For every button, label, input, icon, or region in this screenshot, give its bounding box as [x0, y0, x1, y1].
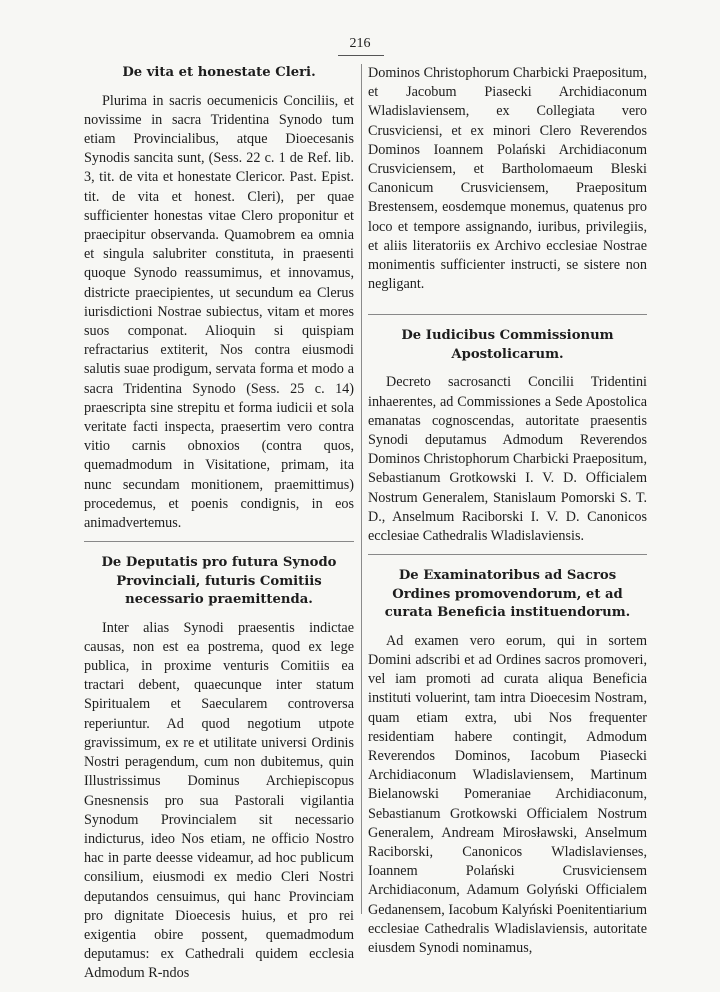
section-divider — [368, 554, 647, 555]
paragraph-iudicibus: Decreto sacrosancti Concilii Tridentini inhaerentes, ad Commissiones a Sede Apostolica emanatas cognoscendas, autoritate praesentis Synodi deputamus Admodum Reverendos Dominos Christophorum Charbicki Praepositum, Sebastianum Grotkowski I. V. D. Officialem Nostrum Generalem, Stanislaum Pomorski S. T. D., Anselmum Raciborski I. V. D. Canonicos ecclesiae Cathedralis Wladislaviensis. — [368, 374, 648, 545]
section-heading-deputatis: De Deputatis pro futura Synodo Provinciali, futuris Comitiis necessario praemittenda. — [101, 555, 337, 608]
column-divider — [361, 64, 362, 914]
left-column — [84, 64, 354, 992]
section-heading-iudicibus: De Iudicibus Commissionum Apostolicarum. — [401, 328, 614, 362]
page-number: 216 — [349, 36, 371, 51]
paragraph-examinatoribus: Ad examen vero eorum, qui in sortem Domini adscribi et ad Ordines sacros promoveri, vel iam promoti ad curata aliqua Beneficia instituti voluerint, tam intra Dioecesim Nostram, quam etiam extra, ubi Nos frequenter residentiam habere contingit, Admodum Reverendos Dominos, Iacobum Piasecki Archidiaconum Wladislaviensem, Martinum Bielanowski Pomeraniae Archidiaconum, Sebastianum Grotkowski Officialem Nostrum Generalem, Andream Mirosławski, Anselmum Raciborski, Canonicos Wladislavienses, Ioannem Polański Crusviciensem Archidiaconum, Adamum Golyński Officialem Gedanensem, Iacobum Kalyński Poenitentiarium ecclesiae Cathedralis Wladislaviensis, autoritate eiusdem Synodi nominamus, — [368, 632, 647, 957]
paragraph-deputatis: Inter alias Synodi praesentis indictae causas, non est ea postrema, quod ex lege publica, in proxime venturis Comitiis ea tractari debent, quaecunque inter statum Spiritualem et Saecularem controversa reperiuntur. Ad quod negotium utpote gravissimum, ex re et utilitate universi Ordinis Nostri peragendum, cum non dubitemus, quin Illustrissimus Dominus Archiepiscopus Gnesnensis pro sua Pastorali vigilantia Synodum Provincialem sit necessario indicturus, ideo Nos etiam, ne officio Nostro hac in parte deesse videamur, ad hoc publicum consilium, eiusmodi ex medio Cleri Nostri deputandos censuimus, qui hanc Provinciam pro dignitate Dioecesis huius, et pro rei exigentia obire possent, quemadmodum deputamus: ex Cathedrali quidem ecclesia Admodum R-ndos — [84, 619, 354, 982]
section-heading-vita-cleri: De vita et honestate Cleri. — [122, 65, 316, 80]
page-number-ornament — [338, 55, 384, 56]
right-column — [368, 64, 647, 966]
section-divider — [368, 314, 647, 315]
paragraph-vita-cleri: Plurima in sacris oecumenicis Conciliis, et novissime in sacra Tridentina Synodo tum etiam Provincialibus, atque Dioecesanis Synodis sancita sunt, (Sess. 22 c. 1 de Ref. lib. 3, tit. de vita et honestate Clericor. Past. Epist. tit. de vita et honest. Cleri), per quae sufficienter honestas vitae Clero proponitur et praecipitur observanda. Quamobrem ea omnia et singula salubriter constituta, in praesenti quoque Synodo reassumimus, et innovamus, districte praecipientes, ut secundum ea Clerus iurisdictioni Nostrae subiectus, vitam et mores suos componat. Alioquin si quispiam refractarius extiterit, Nos contra eiusmodi salutis suae prodigum, servata forma et modo a sacra Tridentina Synodo (Sess. 25 c. 14) praescripta sine strepitu et forma iudicii et sola veritate facti inspecta, praesertim vero contra vitio carnis obnoxios (contra quos, quemadmodum in Visitatione, primam, ita nunc secundam monitionem, praemittimus) procedemus, et poenis condignis, in eos animadvertemus. — [84, 92, 354, 531]
paragraph-deputatis-continued: Dominos Christophorum Charbicki Praepositum, et Jacobum Piasecki Archidiaconum Wladislaviensem, ex Collegiata vero Crusviciensi, et ex minori Clero Reverendos Dominos Ioannem Polański Archidiaconum Crusviciensem, et Bartholomaeum Bleski Canonicum Crusviciensem, Praepositum Brestensem, eosdemque monemus, quatenus pro loco et tempore assignando, iuribus, privilegiis, et aliis literatoriis ex Archivo ecclesiae Nostrae monimentis sufficienter instructi, se sistere non negligant. — [368, 65, 648, 293]
section-divider — [84, 541, 354, 542]
section-heading-examinatoribus: De Examinatoribus ad Sacros Ordines promovendorum, et ad curata Beneficia instituendorum. — [384, 568, 631, 621]
